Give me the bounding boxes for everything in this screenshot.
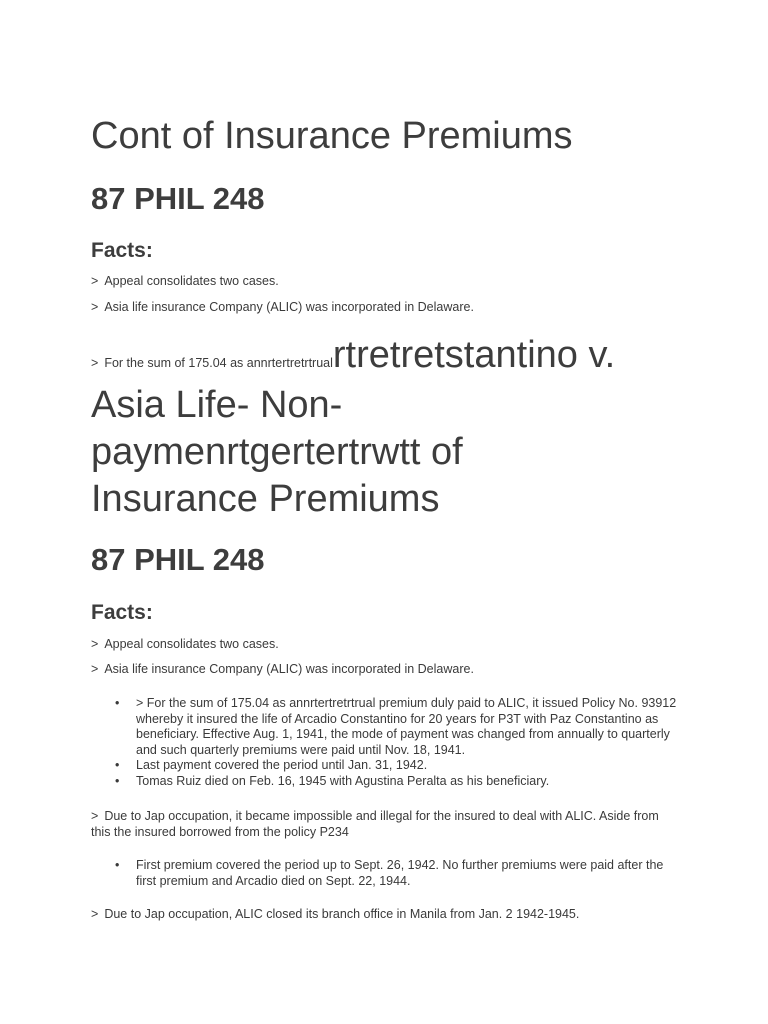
mixed-heading-line: [91, 334, 615, 377]
case-citation: 87 PHIL 248: [91, 181, 265, 216]
paragraph: > Due to Jap occupation, ALIC closed its branch office in Manila from Jan. 2 1942-1945.: [91, 907, 580, 921]
second-title: [91, 382, 463, 523]
gt-marker: >: [91, 356, 99, 370]
bullet-dot-icon: •: [115, 858, 120, 872]
bullet-dot-icon: •: [115, 758, 120, 772]
second-title-line: Asia Life- Non-: [91, 384, 343, 426]
gt-marker: >: [91, 907, 99, 921]
gt-marker: >: [91, 637, 99, 651]
case-citation-2: 87 PHIL 248: [91, 542, 265, 577]
mixed-small-text: > For the sum of 175.04 as annrtertretrtrual: [91, 356, 333, 370]
bullet-item: • Tomas Ruiz died on Feb. 16, 1945 with Agustina Peralta as his beneficiary.: [115, 773, 550, 788]
second-title-line: Insurance Premiums: [91, 478, 440, 520]
second-title-line: paymenrtgertertrwtt of: [91, 431, 463, 473]
bullet-dot-icon: •: [115, 696, 120, 710]
gt-marker: >: [91, 662, 99, 676]
bullet-list: [91, 696, 681, 789]
bullet-item: • First premium covered the period up to Sept. 26, 1942. No further premiums were paid after the first premium and Arcadio died on Sept. 22, 1944.: [115, 858, 664, 888]
fact-item: > Appeal consolidates two cases.: [91, 274, 279, 288]
bullet-item: • Last payment covered the period until Jan. 31, 1942.: [115, 758, 428, 772]
fact-item: > Asia life insurance Company (ALIC) was incorporated in Delaware.: [91, 662, 474, 676]
fact-item: > Appeal consolidates two cases.: [91, 637, 279, 651]
bullet-item: • > For the sum of 175.04 as annrtertretrtrual premium duly paid to ALIC, it issued Policy No. 93912 whereby it insured the life of Arcadio Constantino for 20 years for P3T with Paz Constantino as beneficiary. Effective Aug. 1, 1941, the mode of payment was changed from annually to quarterly and such quarterly premiums were paid until Nov. 18, 1941.: [115, 696, 677, 757]
gt-marker: >: [91, 300, 99, 314]
gt-marker: >: [91, 274, 99, 288]
facts-heading: Facts:: [91, 239, 153, 262]
facts-heading-2: Facts:: [91, 601, 153, 624]
paragraph: > Due to Jap occupation, it became impossible and illegal for the insured to deal with ALIC. Aside from this the insured borrowed from the policy P234: [91, 809, 659, 839]
fact-item: > Asia life insurance Company (ALIC) was incorporated in Delaware.: [91, 300, 474, 314]
page-title: Cont of Insurance Premiums: [91, 115, 573, 157]
mixed-big-text: rtretretstantino v.: [332, 334, 616, 376]
bullet-dot-icon: •: [115, 773, 120, 788]
gt-marker: >: [91, 809, 99, 823]
bullet-list-2: [91, 858, 681, 889]
